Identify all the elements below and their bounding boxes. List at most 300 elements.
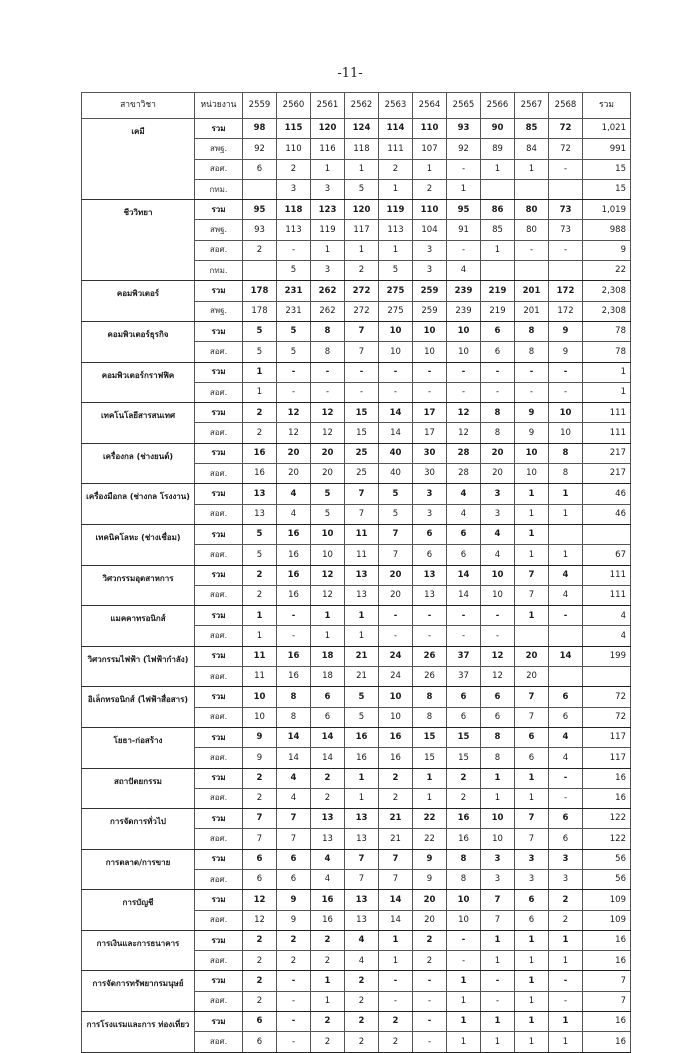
unit-cell: รวม	[195, 606, 243, 626]
year-value-cell: 6	[481, 707, 515, 727]
year-value-cell: 6	[515, 890, 549, 910]
unit-cell: สอศ.	[195, 788, 243, 808]
year-value-cell: 1	[481, 930, 515, 950]
year-value-cell: 1	[447, 1012, 481, 1032]
year-value-cell: -	[413, 1032, 447, 1052]
year-value-cell: 2	[277, 159, 311, 179]
year-value-cell: -	[413, 626, 447, 646]
year-value-cell: 8	[447, 849, 481, 869]
year-value-cell: 110	[413, 200, 447, 220]
table-row	[82, 768, 631, 788]
year-value-cell: 12	[311, 585, 345, 605]
year-value-cell: 10	[481, 809, 515, 829]
year-value-cell: 4	[277, 504, 311, 524]
unit-cell: สอศ.	[195, 464, 243, 484]
year-value-cell: 14	[277, 727, 311, 747]
year-value-cell: 7	[515, 687, 549, 707]
header-total: รวม	[583, 93, 631, 119]
year-value-cell: 1	[549, 951, 583, 971]
row-total-cell: 16	[583, 930, 631, 950]
unit-cell: สอศ.	[195, 991, 243, 1011]
year-value-cell: 5	[379, 261, 413, 281]
year-value-cell: 201	[515, 301, 549, 321]
unit-cell: รวม	[195, 849, 243, 869]
year-value-cell: 12	[311, 423, 345, 443]
year-value-cell: 12	[311, 565, 345, 585]
year-value-cell: 6	[515, 727, 549, 747]
year-value-cell: 26	[413, 646, 447, 666]
year-value-cell: 10	[243, 687, 277, 707]
year-value-cell: 5	[277, 261, 311, 281]
year-value-cell: 12	[481, 646, 515, 666]
year-value-cell: 1	[481, 240, 515, 260]
row-total-cell: 199	[583, 646, 631, 666]
row-total-cell: 9	[583, 240, 631, 260]
year-value-cell: 26	[413, 667, 447, 687]
row-total-cell: 109	[583, 890, 631, 910]
year-value-cell: 4	[345, 930, 379, 950]
year-value-cell: 93	[447, 119, 481, 139]
year-value-cell: 6	[243, 1032, 277, 1052]
year-value-cell: 95	[243, 200, 277, 220]
year-value-cell: 80	[515, 220, 549, 240]
year-value-cell: 15	[413, 748, 447, 768]
year-value-cell: 9	[243, 748, 277, 768]
year-value-cell: 6	[243, 849, 277, 869]
year-value-cell: 10	[311, 545, 345, 565]
year-value-cell: 1	[379, 179, 413, 199]
year-value-cell: 14	[379, 890, 413, 910]
year-value-cell: 1	[515, 606, 549, 626]
year-value-cell: 6	[549, 809, 583, 829]
year-value-cell: 14	[447, 585, 481, 605]
year-value-cell: -	[413, 991, 447, 1011]
year-value-cell: 1	[311, 606, 345, 626]
year-value-cell: 5	[243, 342, 277, 362]
year-value-cell: 4	[549, 585, 583, 605]
year-value-cell: -	[515, 362, 549, 382]
year-value-cell: 92	[243, 139, 277, 159]
year-value-cell: 13	[311, 809, 345, 829]
year-value-cell: 16	[311, 910, 345, 930]
year-value-cell: 12	[277, 403, 311, 423]
year-value-cell: 123	[311, 200, 345, 220]
year-value-cell: 37	[447, 646, 481, 666]
year-value-cell: 7	[345, 504, 379, 524]
year-value-cell: 5	[345, 687, 379, 707]
row-total-cell: 2,308	[583, 281, 631, 301]
year-value-cell: 4	[481, 524, 515, 544]
table-row	[82, 930, 631, 950]
row-total-cell: 1,021	[583, 119, 631, 139]
year-value-cell: 17	[413, 423, 447, 443]
header-year: 2568	[549, 93, 583, 119]
unit-cell: สอศ.	[195, 707, 243, 727]
field-name: ชีววิทยา	[82, 200, 195, 281]
year-value-cell: 1	[243, 626, 277, 646]
year-value-cell: 7	[379, 849, 413, 869]
year-value-cell: 2	[379, 1032, 413, 1052]
year-value-cell: 1	[481, 768, 515, 788]
row-total-cell	[583, 667, 631, 687]
year-value-cell: 15	[413, 727, 447, 747]
year-value-cell: 10	[447, 321, 481, 341]
table-row	[82, 524, 631, 544]
year-value-cell: 6	[481, 321, 515, 341]
year-value-cell: 1	[447, 1032, 481, 1052]
table-row	[82, 1012, 631, 1032]
year-value-cell: 10	[515, 443, 549, 463]
year-value-cell: 5	[345, 179, 379, 199]
row-total-cell: 15	[583, 159, 631, 179]
year-value-cell: 72	[549, 119, 583, 139]
year-value-cell: 2	[413, 930, 447, 950]
year-value-cell: 219	[481, 301, 515, 321]
year-value-cell: 4	[447, 504, 481, 524]
year-value-cell: 85	[515, 119, 549, 139]
teacher-demand-table	[81, 92, 631, 1053]
year-value-cell: 14	[277, 748, 311, 768]
year-value-cell: -	[277, 240, 311, 260]
row-total-cell: 46	[583, 484, 631, 504]
year-value-cell: 8	[481, 403, 515, 423]
year-value-cell: 8	[277, 687, 311, 707]
year-value-cell: 20	[311, 443, 345, 463]
year-value-cell: 1	[515, 951, 549, 971]
year-value-cell: 7	[345, 484, 379, 504]
row-total-cell: 56	[583, 849, 631, 869]
year-value-cell: 239	[447, 281, 481, 301]
year-value-cell: 6	[515, 748, 549, 768]
row-total-cell: 122	[583, 809, 631, 829]
year-value-cell: 12	[447, 403, 481, 423]
year-value-cell: 20	[277, 464, 311, 484]
year-value-cell: 116	[311, 139, 345, 159]
year-value-cell: 110	[277, 139, 311, 159]
year-value-cell: 40	[379, 443, 413, 463]
year-value-cell: 1	[515, 159, 549, 179]
year-value-cell	[481, 179, 515, 199]
year-value-cell: 11	[243, 667, 277, 687]
year-value-cell: 2	[243, 788, 277, 808]
year-value-cell: 2	[345, 971, 379, 991]
year-value-cell: -	[379, 971, 413, 991]
year-value-cell: -	[481, 626, 515, 646]
year-value-cell: 22	[413, 809, 447, 829]
year-value-cell: -	[447, 362, 481, 382]
year-value-cell	[549, 261, 583, 281]
year-value-cell: 1	[413, 768, 447, 788]
year-value-cell: 16	[277, 585, 311, 605]
year-value-cell: 4	[277, 788, 311, 808]
year-value-cell: 4	[549, 748, 583, 768]
field-name: การเงินและการธนาคาร	[82, 930, 195, 971]
table-row	[82, 606, 631, 626]
year-value-cell: 12	[277, 423, 311, 443]
year-value-cell: 1	[379, 240, 413, 260]
year-value-cell: 16	[447, 809, 481, 829]
year-value-cell: 4	[311, 869, 345, 889]
year-value-cell: 3	[481, 869, 515, 889]
year-value-cell: 90	[481, 119, 515, 139]
year-value-cell: 7	[515, 565, 549, 585]
year-value-cell: 4	[277, 768, 311, 788]
year-value-cell: 5	[311, 484, 345, 504]
year-value-cell: 1	[345, 240, 379, 260]
year-value-cell: 7	[481, 910, 515, 930]
year-value-cell: 16	[277, 667, 311, 687]
unit-cell: รวม	[195, 768, 243, 788]
unit-cell: สอศ.	[195, 667, 243, 687]
year-value-cell: -	[447, 159, 481, 179]
year-value-cell: 2	[243, 991, 277, 1011]
year-value-cell: 119	[311, 220, 345, 240]
year-value-cell: 1	[345, 606, 379, 626]
year-value-cell: 3	[311, 179, 345, 199]
year-value-cell: 10	[447, 890, 481, 910]
header-year: 2559	[243, 93, 277, 119]
year-value-cell: 2	[549, 910, 583, 930]
year-value-cell: 2	[311, 951, 345, 971]
table-row	[82, 849, 631, 869]
header-year: 2562	[345, 93, 379, 119]
year-value-cell: 16	[243, 464, 277, 484]
year-value-cell: 5	[243, 321, 277, 341]
unit-cell: รวม	[195, 971, 243, 991]
year-value-cell: 12	[311, 403, 345, 423]
year-value-cell: 111	[379, 139, 413, 159]
year-value-cell: 2	[277, 951, 311, 971]
header-year: 2564	[413, 93, 447, 119]
year-value-cell: -	[379, 991, 413, 1011]
row-total-cell: 16	[583, 1012, 631, 1032]
year-value-cell: 6	[447, 687, 481, 707]
year-value-cell: 262	[311, 281, 345, 301]
year-value-cell: 15	[447, 727, 481, 747]
year-value-cell: -	[481, 362, 515, 382]
unit-cell: รวม	[195, 524, 243, 544]
year-value-cell: 9	[243, 727, 277, 747]
year-value-cell: 2	[345, 1012, 379, 1032]
year-value-cell: 1	[549, 1012, 583, 1032]
year-value-cell: 1	[243, 362, 277, 382]
year-value-cell: 2	[379, 768, 413, 788]
year-value-cell: 1	[515, 545, 549, 565]
row-total-cell: 72	[583, 707, 631, 727]
year-value-cell: 3	[413, 484, 447, 504]
year-value-cell: 1	[345, 626, 379, 646]
year-value-cell: 6	[515, 910, 549, 930]
table-row	[82, 971, 631, 991]
year-value-cell: 12	[243, 910, 277, 930]
field-name: โยธา-ก่อสร้าง	[82, 727, 195, 768]
year-value-cell: 84	[515, 139, 549, 159]
year-value-cell: 24	[379, 667, 413, 687]
field-name: สถาปัตยกรรม	[82, 768, 195, 809]
table-row	[82, 890, 631, 910]
unit-cell: สอศ.	[195, 342, 243, 362]
unit-cell: รวม	[195, 727, 243, 747]
year-value-cell: 13	[345, 565, 379, 585]
year-value-cell: 6	[481, 687, 515, 707]
year-value-cell: 172	[549, 281, 583, 301]
row-total-cell: 117	[583, 748, 631, 768]
year-value-cell: 21	[379, 829, 413, 849]
year-value-cell: -	[379, 626, 413, 646]
year-value-cell: -	[549, 362, 583, 382]
year-value-cell: 2	[311, 930, 345, 950]
year-value-cell: -	[515, 382, 549, 402]
year-value-cell: 20	[413, 910, 447, 930]
year-value-cell: 20	[277, 443, 311, 463]
year-value-cell: -	[481, 606, 515, 626]
year-value-cell: -	[481, 382, 515, 402]
row-total-cell: 78	[583, 342, 631, 362]
year-value-cell: 6	[311, 687, 345, 707]
row-total-cell: 1	[583, 362, 631, 382]
table-row	[82, 119, 631, 139]
year-value-cell: 89	[481, 139, 515, 159]
year-value-cell: 10	[481, 585, 515, 605]
year-value-cell: 15	[447, 748, 481, 768]
year-value-cell: 14	[311, 727, 345, 747]
year-value-cell: 6	[549, 707, 583, 727]
year-value-cell: 20	[515, 667, 549, 687]
year-value-cell: 231	[277, 281, 311, 301]
year-value-cell: -	[447, 240, 481, 260]
year-value-cell: 2	[447, 788, 481, 808]
year-value-cell: 124	[345, 119, 379, 139]
year-value-cell: 8	[413, 687, 447, 707]
year-value-cell: -	[277, 1032, 311, 1052]
year-value-cell: 8	[481, 423, 515, 443]
year-value-cell: 1	[311, 159, 345, 179]
page-number: -11-	[337, 66, 363, 81]
field-name: เทคนิคโลหะ (ช่างเชื่อม)	[82, 524, 195, 565]
year-value-cell: 21	[345, 646, 379, 666]
year-value-cell: 28	[447, 443, 481, 463]
year-value-cell: 91	[447, 220, 481, 240]
row-total-cell: 122	[583, 829, 631, 849]
year-value-cell: -	[413, 606, 447, 626]
year-value-cell: 16	[277, 646, 311, 666]
year-value-cell: -	[549, 606, 583, 626]
year-value-cell: 8	[413, 707, 447, 727]
year-value-cell: 1	[515, 1012, 549, 1032]
year-value-cell: 13	[413, 565, 447, 585]
year-value-cell: 13	[345, 890, 379, 910]
year-value-cell: 13	[243, 504, 277, 524]
year-value-cell	[515, 261, 549, 281]
year-value-cell: 119	[379, 200, 413, 220]
year-value-cell: 10	[379, 321, 413, 341]
year-value-cell: 1	[481, 951, 515, 971]
year-value-cell: 4	[345, 951, 379, 971]
header-year: 2566	[481, 93, 515, 119]
year-value-cell: -	[549, 768, 583, 788]
year-value-cell: 15	[345, 423, 379, 443]
year-value-cell: 11	[345, 545, 379, 565]
year-value-cell: -	[311, 362, 345, 382]
year-value-cell: 110	[413, 119, 447, 139]
year-value-cell: 275	[379, 301, 413, 321]
year-value-cell: 13	[345, 809, 379, 829]
unit-cell: รวม	[195, 1012, 243, 1032]
year-value-cell	[549, 626, 583, 646]
row-total-cell: 7	[583, 991, 631, 1011]
year-value-cell: 8	[447, 869, 481, 889]
year-value-cell: 12	[447, 423, 481, 443]
unit-cell: รวม	[195, 484, 243, 504]
year-value-cell: 18	[311, 646, 345, 666]
year-value-cell: 93	[243, 220, 277, 240]
year-value-cell: 172	[549, 301, 583, 321]
year-value-cell: 1	[515, 971, 549, 991]
year-value-cell: 92	[447, 139, 481, 159]
year-value-cell: 13	[345, 910, 379, 930]
year-value-cell: 118	[277, 200, 311, 220]
year-value-cell: 3	[413, 240, 447, 260]
year-value-cell: 10	[413, 321, 447, 341]
year-value-cell: 6	[413, 545, 447, 565]
year-value-cell: 3	[549, 869, 583, 889]
table-row	[82, 565, 631, 585]
year-value-cell: 16	[277, 545, 311, 565]
year-value-cell: 15	[345, 403, 379, 423]
year-value-cell: -	[277, 971, 311, 991]
year-value-cell: 13	[311, 829, 345, 849]
year-value-cell: 6	[277, 869, 311, 889]
year-value-cell: 21	[345, 667, 379, 687]
unit-cell: รวม	[195, 890, 243, 910]
year-value-cell: 113	[379, 220, 413, 240]
year-value-cell: 9	[549, 342, 583, 362]
row-total-cell: 111	[583, 565, 631, 585]
year-value-cell: 2	[243, 565, 277, 585]
year-value-cell: 259	[413, 281, 447, 301]
year-value-cell: 1	[515, 991, 549, 1011]
year-value-cell: 1	[345, 159, 379, 179]
year-value-cell: 20	[413, 890, 447, 910]
field-name: การโรงแรมและการ ท่องเที่ยว	[82, 1012, 195, 1053]
year-value-cell: -	[379, 382, 413, 402]
year-value-cell: 30	[413, 443, 447, 463]
year-value-cell: 7	[515, 585, 549, 605]
year-value-cell: 1	[549, 930, 583, 950]
row-total-cell: 1	[583, 382, 631, 402]
year-value-cell: 9	[413, 849, 447, 869]
field-name: อิเล็กทรอนิกส์ (ไฟฟ้าสื่อสาร)	[82, 687, 195, 728]
year-value-cell: 2	[243, 768, 277, 788]
year-value-cell: 115	[277, 119, 311, 139]
year-value-cell: 1	[515, 484, 549, 504]
year-value-cell: 8	[277, 707, 311, 727]
year-value-cell: 12	[481, 667, 515, 687]
year-value-cell: 1	[481, 1012, 515, 1032]
year-value-cell: -	[413, 362, 447, 382]
row-total-cell: 991	[583, 139, 631, 159]
field-name: คอมพิวเตอร์ธุรกิจ	[82, 321, 195, 362]
unit-cell: สอศ.	[195, 626, 243, 646]
year-value-cell: 1	[447, 179, 481, 199]
row-total-cell: 4	[583, 626, 631, 646]
year-value-cell: 16	[379, 727, 413, 747]
year-value-cell	[515, 626, 549, 646]
field-name: เทคโนโลยีสารสนเทศ	[82, 403, 195, 444]
year-value-cell: 73	[549, 200, 583, 220]
row-total-cell: 4	[583, 606, 631, 626]
year-value-cell: 24	[379, 646, 413, 666]
